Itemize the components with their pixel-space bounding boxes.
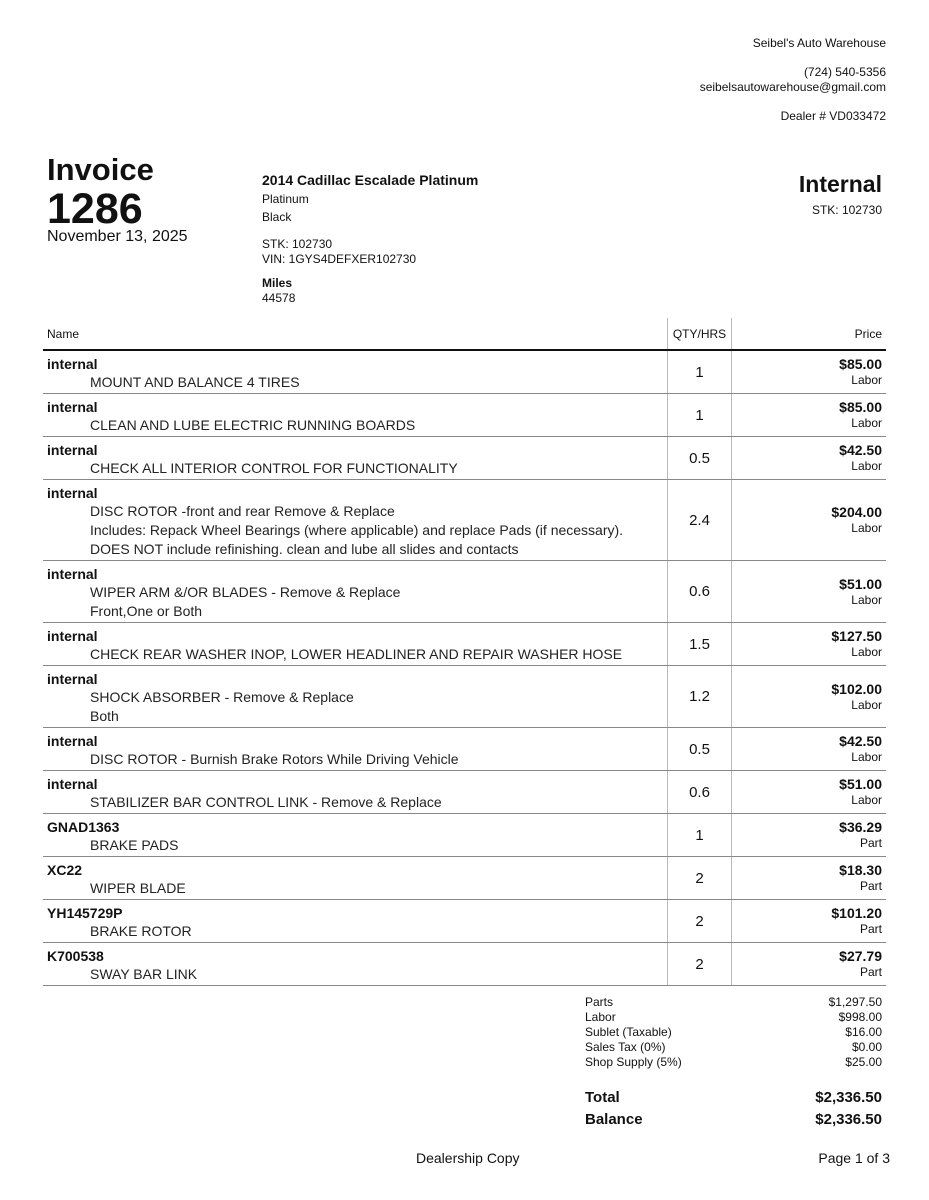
item-qty: 1 (668, 814, 732, 857)
table-row (43, 350, 886, 394)
item-price: $51.00 (839, 575, 882, 592)
item-code: internal (47, 442, 98, 458)
item-price-cell (732, 623, 887, 666)
item-code: K700538 (47, 948, 104, 964)
item-type: Part (859, 879, 882, 893)
summary-label: Sublet (Taxable) (585, 1025, 672, 1039)
header-name: Name (43, 318, 668, 350)
summary-label: Shop Supply (5%) (585, 1055, 682, 1069)
item-code: internal (47, 671, 98, 687)
item-price: $27.79 (839, 948, 882, 964)
item-description: STABILIZER BAR CONTROL LINK - Remove & Replace (90, 794, 442, 810)
item-description: Includes: Repack Wheel Bearings (where applicable) and replace Pads (if necessary). (90, 522, 624, 538)
page-number: Page 1 of 3 (818, 1150, 890, 1166)
item-code: GNAD1363 (47, 819, 120, 835)
item-name-cell (43, 814, 668, 857)
vehicle-info (262, 171, 478, 306)
invoice-number: 1286 (47, 185, 143, 233)
item-name-cell (43, 771, 668, 814)
total-value: $2,336.50 (815, 1089, 882, 1106)
item-type: Labor (851, 416, 882, 430)
summary-row (585, 1040, 882, 1055)
table-row (43, 943, 886, 986)
item-qty: 1.2 (668, 666, 732, 728)
summary-row (585, 1010, 882, 1025)
item-qty: 1 (668, 394, 732, 437)
item-price-cell (732, 561, 887, 623)
item-description: CHECK ALL INTERIOR CONTROL FOR FUNCTIONALITY (90, 460, 458, 476)
item-qty: 2 (668, 943, 732, 986)
item-code: internal (47, 485, 98, 501)
summary-label: Parts (585, 995, 614, 1009)
item-price-cell (732, 480, 887, 561)
item-price-cell (732, 943, 887, 986)
vehicle-vin: VIN: 1GYS4DEFXER102730 (262, 252, 417, 266)
item-qty: 1 (668, 350, 732, 394)
vehicle-stk: STK: 102730 (262, 237, 333, 251)
vehicle-title: 2014 Cadillac Escalade Platinum (262, 172, 479, 188)
total-row (585, 1087, 882, 1109)
line-items-table (43, 318, 886, 986)
item-description: Front,One or Both (90, 603, 203, 619)
summary-row (585, 1055, 882, 1070)
item-qty: 0.5 (668, 728, 732, 771)
item-description: WIPER ARM &/OR BLADES - Remove & Replace (90, 584, 401, 600)
item-type: Labor (851, 521, 882, 535)
item-price-cell (732, 814, 887, 857)
item-description: SHOCK ABSORBER - Remove & Replace (90, 689, 354, 705)
item-price: $85.00 (839, 399, 882, 415)
item-description: BRAKE ROTOR (90, 923, 192, 939)
table-header-row (43, 318, 886, 350)
item-qty: 0.6 (668, 771, 732, 814)
item-price-cell (732, 350, 887, 394)
item-price: $127.50 (831, 628, 882, 644)
item-name-cell (43, 728, 668, 771)
dealer-name: Seibel's Auto Warehouse (752, 36, 886, 50)
item-type: Labor (851, 592, 882, 607)
item-price-cell (732, 857, 887, 900)
invoice-label: Invoice (47, 152, 154, 187)
table-body (43, 350, 886, 986)
item-description: DISC ROTOR - Burnish Brake Rotors While Driving Vehicle (90, 751, 459, 767)
item-price: $102.00 (831, 680, 882, 697)
item-type: Part (859, 836, 882, 850)
item-code: XC22 (47, 862, 83, 878)
item-qty: 1.5 (668, 623, 732, 666)
vehicle-trim: Platinum (262, 192, 309, 206)
table-row (43, 480, 886, 561)
item-code: internal (47, 356, 98, 372)
item-name-cell (43, 437, 668, 480)
item-name-cell (43, 900, 668, 943)
header-qty: QTY/HRS (668, 318, 732, 350)
item-description: WIPER BLADE (90, 880, 186, 896)
item-price: $101.20 (831, 905, 882, 921)
table-row (43, 666, 886, 728)
table-row (43, 623, 886, 666)
customer-name: Internal (798, 171, 882, 197)
summary-label: Sales Tax (0%) (585, 1040, 666, 1054)
header-price: Price (732, 318, 887, 350)
item-qty: 0.5 (668, 437, 732, 480)
vehicle-miles: 44578 (262, 291, 296, 305)
item-code: internal (47, 628, 98, 644)
item-code: YH145729P (47, 905, 123, 921)
item-name-cell (43, 394, 668, 437)
item-price: $42.50 (839, 733, 882, 749)
item-name-cell (43, 666, 668, 728)
vehicle-color: Black (262, 210, 292, 224)
balance-value: $2,336.50 (815, 1111, 882, 1128)
item-type: Part (859, 965, 882, 979)
item-qty: 2 (668, 857, 732, 900)
customer-stk: STK: 102730 (811, 203, 882, 217)
item-name-cell (43, 350, 668, 394)
item-type: Part (859, 922, 882, 936)
balance-row (585, 1109, 882, 1131)
summary-label: Labor (585, 1010, 616, 1024)
dealer-email: seibelsautowarehouse@gmail.com (699, 80, 886, 94)
item-name-cell (43, 623, 668, 666)
summary-value: $998.00 (838, 1010, 882, 1024)
item-description: DISC ROTOR -front and rear Remove & Replace (90, 503, 395, 519)
item-price: $18.30 (839, 862, 882, 878)
invoice-date: November 13, 2025 (47, 228, 188, 245)
item-price-cell (732, 437, 887, 480)
item-description: Both (90, 708, 119, 724)
table-row (43, 394, 886, 437)
totals (585, 1087, 882, 1131)
balance-label: Balance (585, 1111, 643, 1128)
summary-value: $16.00 (845, 1025, 882, 1039)
summary-value: $0.00 (851, 1040, 882, 1054)
table-row (43, 561, 886, 623)
total-label: Total (585, 1089, 620, 1106)
item-qty: 2 (668, 900, 732, 943)
summary-row (585, 1025, 882, 1040)
item-qty: 2.4 (668, 480, 732, 561)
table-row (43, 437, 886, 480)
table-row (43, 814, 886, 857)
item-type: Labor (851, 373, 882, 387)
item-price: $42.50 (839, 442, 882, 458)
dealer-number: Dealer # VD033472 (780, 109, 886, 123)
item-description: BRAKE PADS (90, 837, 179, 853)
summary (585, 995, 882, 1070)
item-type: Labor (851, 459, 882, 473)
item-price: $51.00 (839, 776, 882, 792)
item-price: $36.29 (839, 819, 882, 835)
item-name-cell (43, 480, 668, 561)
item-price: $204.00 (831, 504, 882, 520)
item-price-cell (732, 666, 887, 728)
copy-label: Dealership Copy (416, 1150, 520, 1166)
item-code: internal (47, 776, 98, 792)
summary-value: $1,297.50 (828, 995, 882, 1009)
table-row (43, 771, 886, 814)
item-price: $85.00 (839, 356, 882, 372)
item-description: CLEAN AND LUBE ELECTRIC RUNNING BOARDS (90, 417, 416, 433)
item-name-cell (43, 857, 668, 900)
table-row (43, 728, 886, 771)
item-name-cell (43, 943, 668, 986)
item-description: CHECK REAR WASHER INOP, LOWER HEADLINER AND REPAIR WASHER HOSE (90, 646, 623, 662)
vehicle-miles-label: Miles (262, 276, 293, 290)
item-description: MOUNT AND BALANCE 4 TIRES (90, 374, 300, 390)
item-price-cell (732, 728, 887, 771)
dealer-phone: (724) 540-5356 (803, 65, 886, 79)
item-code: internal (47, 399, 98, 415)
item-type: Labor (851, 645, 882, 659)
item-price-cell (732, 394, 887, 437)
item-price-cell (732, 900, 887, 943)
table-row (43, 857, 886, 900)
customer-info (799, 170, 882, 218)
item-name-cell (43, 561, 668, 623)
dealer-info (700, 36, 886, 124)
summary-value: $25.00 (845, 1055, 882, 1069)
item-description: SWAY BAR LINK (90, 966, 198, 982)
table-row (43, 900, 886, 943)
item-description: DOES NOT include refinishing. clean and lube all slides and contacts (90, 541, 519, 557)
item-price-cell (732, 771, 887, 814)
item-code: internal (47, 566, 98, 582)
item-type: Labor (851, 793, 882, 807)
item-type: Labor (851, 697, 882, 712)
item-type: Labor (851, 750, 882, 764)
item-qty: 0.6 (668, 561, 732, 623)
summary-row (585, 995, 882, 1010)
item-code: internal (47, 733, 98, 749)
